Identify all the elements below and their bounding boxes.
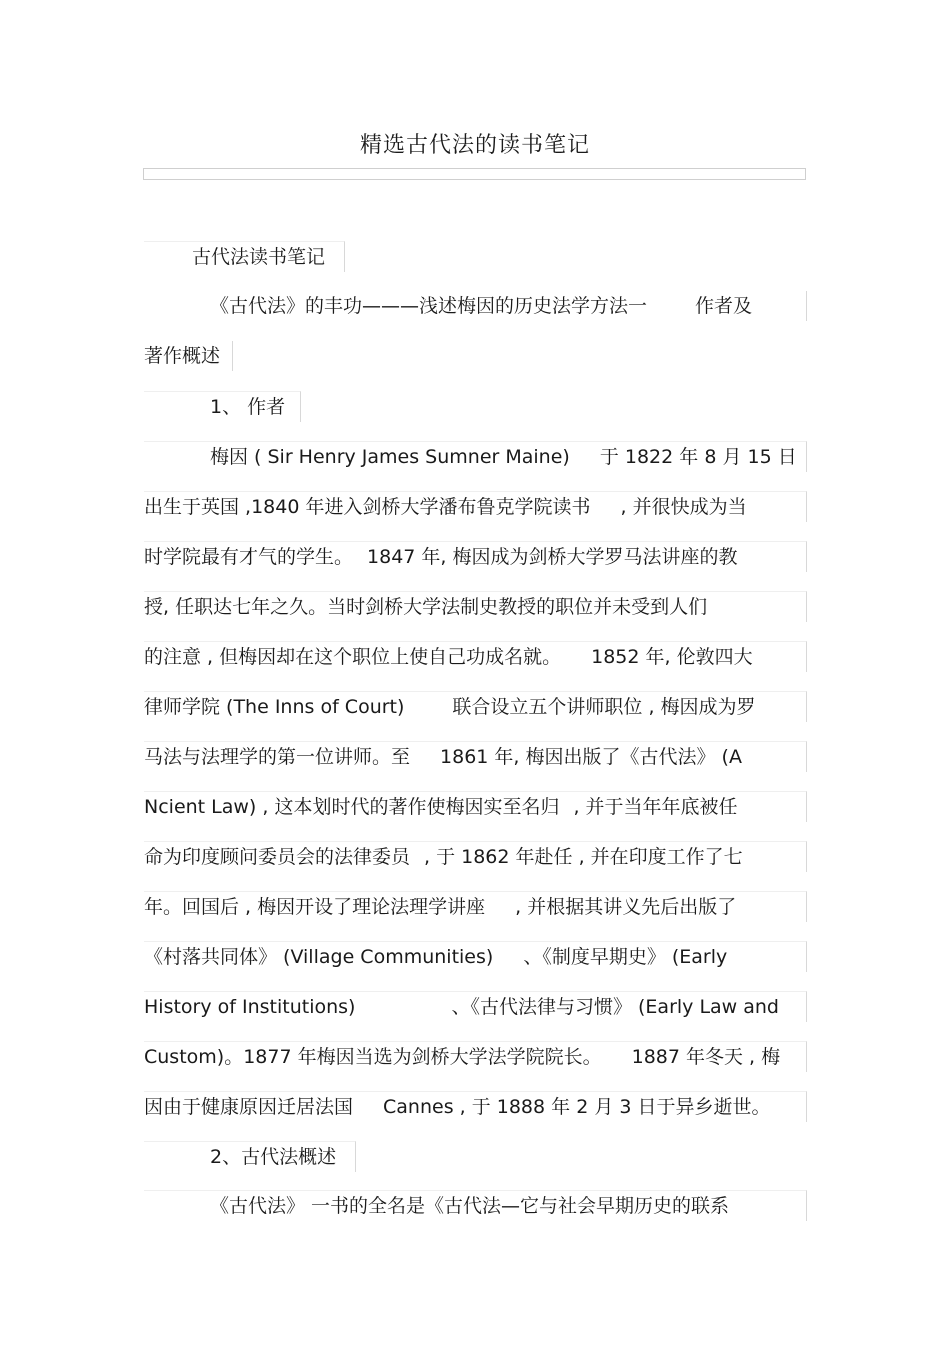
para-text: 年。回国后 , 梅因开设了理论法理学讲座 bbox=[144, 896, 486, 918]
para-line-11 bbox=[144, 941, 807, 972]
para-text: 授, 任职达七年之久。当时剑桥大学法制史教授的职位并未受到人们 bbox=[144, 596, 708, 618]
para-line-2 bbox=[144, 491, 807, 522]
para-text: Cannes , 于 1888 年 2 月 3 日于异乡逝世。 bbox=[383, 1096, 771, 1118]
para-text: 律师学院 (The Inns of Court) bbox=[144, 696, 405, 718]
subtitle-cont: 著作概述 bbox=[144, 345, 221, 367]
para-text: 梅因 ( Sir Henry James Sumner Maine) bbox=[210, 446, 570, 468]
para-line-8 bbox=[144, 791, 807, 822]
title-underline bbox=[143, 168, 806, 180]
para-text: 时学院最有才气的学生。 bbox=[144, 546, 354, 568]
para-text: 命为印度顾问委员会的法律委员 bbox=[144, 846, 411, 868]
para-text: 联合设立五个讲师职位 , 梅因成为罗 bbox=[452, 696, 756, 718]
para-line-9 bbox=[144, 841, 807, 872]
para-text: 于 1822 年 8 月 15 日 bbox=[599, 446, 797, 468]
para-text: 1847 年, 梅因成为剑桥大学罗马法讲座的教 bbox=[367, 546, 738, 568]
para-text: , 于 1862 年赴任 , 并在印度工作了七 bbox=[424, 846, 743, 868]
heading-line bbox=[144, 241, 345, 272]
para-text: 《村落共同体》 (Village Communities) bbox=[144, 946, 494, 968]
para-text: 《古代法》 一书的全名是《古代法—它与社会早期历史的联系 bbox=[210, 1195, 730, 1217]
para-line-10 bbox=[144, 891, 807, 922]
para-line-5 bbox=[144, 641, 807, 672]
para-text: 马法与法理学的第一位讲师。至 bbox=[144, 746, 411, 768]
para-text: 1852 年, 伦敦四大 bbox=[591, 646, 753, 668]
page-title: 精选古代法的读书笔记 bbox=[359, 133, 590, 158]
para-text: , 并于当年年底被任 bbox=[573, 796, 738, 818]
para-text: History of Institutions) bbox=[144, 996, 356, 1018]
para-text: 、《古代法律与习惯》 (Early Law and bbox=[451, 996, 779, 1018]
section2-heading: 2、古代法概述 bbox=[210, 1146, 337, 1168]
subtitle-cont-line bbox=[144, 341, 233, 371]
heading: 古代法读书笔记 bbox=[192, 246, 326, 268]
para-text: 、《制度早期史》 (Early bbox=[523, 946, 728, 968]
para-line-7 bbox=[144, 741, 807, 772]
para-text: 1887 年冬天 , 梅 bbox=[631, 1046, 781, 1068]
para-line-4 bbox=[144, 591, 807, 622]
para-text: , 并很快成为当 bbox=[620, 496, 747, 518]
subtitle-line bbox=[144, 291, 807, 321]
para-text: , 并根据其讲义先后出版了 bbox=[515, 896, 737, 918]
para-text: Ncient Law) , 这本划时代的著作使梅因实至名归 bbox=[144, 796, 560, 818]
subtitle-tail: 作者及 bbox=[695, 295, 753, 317]
para-text: 出生于英国 ,1840 年进入剑桥大学潘布鲁克学院读书 bbox=[144, 496, 591, 518]
para-text: 1861 年, 梅因出版了《古代法》 (A bbox=[440, 746, 742, 768]
para-text: 的注意 , 但梅因却在这个职位上使自己功成名就。 bbox=[144, 646, 562, 668]
para-line-14 bbox=[144, 1091, 807, 1122]
para-line-1 bbox=[144, 441, 807, 472]
para-line-6 bbox=[144, 691, 807, 722]
section1-line bbox=[144, 391, 301, 422]
subtitle-text: 《古代法》的丰功———浅述梅因的历史法学方法一 bbox=[210, 295, 648, 317]
section2-line bbox=[144, 1141, 356, 1172]
para-line-15 bbox=[144, 1190, 807, 1221]
section1-heading: 1、 作者 bbox=[210, 396, 286, 418]
para-line-3 bbox=[144, 541, 807, 572]
para-text: Custom)。1877 年梅因当选为剑桥大学法学院院长。 bbox=[144, 1046, 602, 1068]
para-text: 因由于健康原因迁居法国 bbox=[144, 1096, 354, 1118]
para-line-12 bbox=[144, 991, 807, 1022]
para-line-13 bbox=[144, 1041, 807, 1072]
